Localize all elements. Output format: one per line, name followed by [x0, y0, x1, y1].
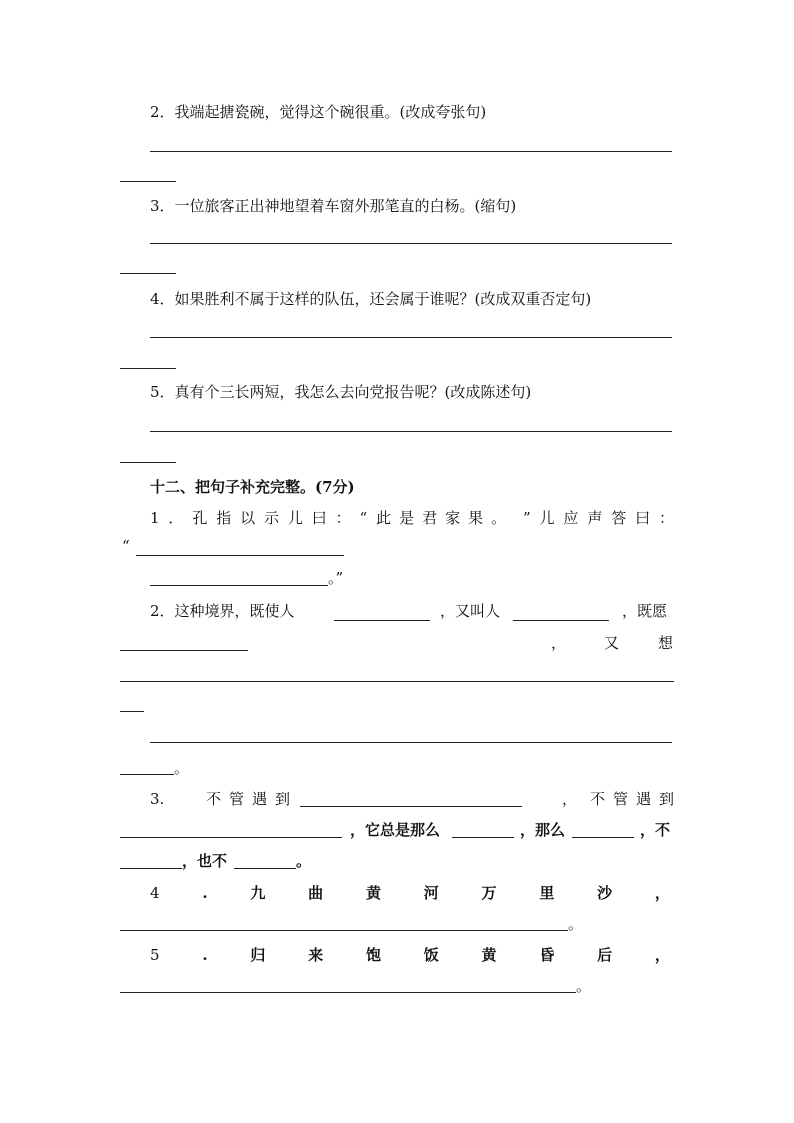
q3-char: 遇	[635, 790, 651, 808]
answer-line[interactable]	[150, 337, 672, 338]
q1-char: 答	[611, 509, 627, 527]
q5-dot: .	[202, 946, 208, 964]
q2-blank-4-end[interactable]	[120, 711, 144, 712]
q1-char: ”	[522, 509, 531, 527]
q1-char: 儿	[539, 509, 555, 527]
q1-open-quote: “	[122, 537, 130, 555]
q3-blank-5[interactable]	[120, 868, 182, 869]
q1-blank-1[interactable]	[136, 555, 344, 556]
answer-line[interactable]	[150, 243, 672, 244]
answer-line-end[interactable]	[120, 273, 176, 274]
q2-part-a: 2．这种境界，既使人	[150, 602, 295, 620]
q1-char: 曰	[311, 509, 327, 527]
q3-end: 。	[296, 852, 312, 870]
q1-char: 儿	[287, 509, 303, 527]
q3-num: 3.	[150, 790, 165, 808]
q5-blank[interactable]	[120, 992, 576, 993]
q5-char: 归	[250, 946, 266, 964]
q1-quote: 此是君家果。	[376, 509, 515, 527]
q4-line	[150, 883, 670, 903]
q4-end: 。	[568, 915, 584, 933]
q2-blank-4[interactable]	[120, 681, 674, 682]
q3-char: 不	[206, 790, 222, 808]
answer-line[interactable]	[150, 431, 672, 432]
question-1-line	[150, 508, 674, 528]
q1-char: ：	[658, 509, 674, 527]
q3-char: 管	[612, 790, 628, 808]
q1-char: 应	[563, 509, 579, 527]
q4-char: 河	[423, 884, 439, 902]
q1-dot: ．	[168, 509, 184, 527]
q3-char: 不	[590, 790, 606, 808]
q5-char: 昏	[539, 946, 555, 964]
q4-char: 黄	[365, 884, 381, 902]
q1-num: 1	[150, 509, 160, 527]
q5-comma: ，	[654, 946, 670, 964]
question-4-text: 4．如果胜利不属于这样的队伍，还会属于谁呢？(改成双重否定句)	[150, 290, 592, 308]
q2-blank-3[interactable]	[120, 650, 248, 651]
q3-words-2	[590, 789, 674, 809]
q3-blank-1[interactable]	[300, 806, 522, 807]
q4-char: 曲	[308, 884, 324, 902]
q3-char: 到	[274, 790, 290, 808]
q1-char: “	[359, 509, 368, 527]
q2-part-f: 想	[658, 634, 674, 652]
q5-char: 黄	[481, 946, 497, 964]
q3-part-c: ，不	[640, 821, 671, 839]
q4-char: 九	[250, 884, 266, 902]
q3-part-d: ，也不	[182, 852, 228, 870]
q1-char: 曰	[635, 509, 651, 527]
q5-end: 。	[576, 977, 592, 995]
q3-words-1	[206, 789, 290, 809]
question-2-text: 2．我端起搪瓷碗，觉得这个碗很重。(改成夸张句)	[150, 103, 487, 121]
answer-line-end[interactable]	[120, 181, 176, 182]
q5-num: 5	[150, 946, 160, 964]
q4-num: 4	[150, 884, 160, 902]
section-twelve-heading: 十二、把句子补充完整。(7分)	[150, 478, 355, 496]
q2-blank-5[interactable]	[150, 742, 672, 743]
q2-blank-1[interactable]	[334, 620, 430, 621]
question-3-text: 3．一位旅客正出神地望着车窗外那笔直的白杨。(缩句)	[150, 197, 517, 215]
answer-line[interactable]	[150, 151, 672, 152]
q4-blank[interactable]	[120, 930, 568, 931]
q4-comma: ，	[654, 884, 670, 902]
q5-line	[150, 945, 670, 965]
q3-blank-2[interactable]	[120, 837, 342, 838]
answer-line-end[interactable]	[120, 462, 176, 463]
q3-part-a: ，它总是那么	[350, 821, 441, 839]
q1-char: 指	[216, 509, 232, 527]
q1-char: 示	[263, 509, 279, 527]
q2-part-e: 又	[604, 634, 620, 652]
q3-blank-4[interactable]	[572, 837, 634, 838]
q5-char: 饱	[365, 946, 381, 964]
q2-part-d: ，	[551, 634, 567, 652]
q1-char: ：	[335, 509, 351, 527]
q3-char: 遇	[251, 790, 267, 808]
q2-part-c: ，既愿	[622, 602, 668, 620]
q4-char: 沙	[597, 884, 613, 902]
answer-line-end[interactable]	[120, 368, 176, 369]
q1-blank-2[interactable]	[150, 585, 328, 586]
q2-part-b: ，又叫人	[440, 602, 501, 620]
q5-char: 后	[597, 946, 613, 964]
question-5-text: 5．真有个三长两短，我怎么去向党报告呢？(改成陈述句)	[150, 383, 532, 401]
q3-blank-6[interactable]	[234, 868, 296, 869]
q3-comma: ，	[562, 790, 578, 808]
q2-blank-5-end[interactable]	[120, 774, 174, 775]
q4-char: 万	[481, 884, 497, 902]
q5-char: 来	[308, 946, 324, 964]
q1-char: 孔	[192, 509, 208, 527]
q3-part-b: ，那么	[520, 821, 566, 839]
q5-char: 饭	[423, 946, 439, 964]
q2-blank-2[interactable]	[513, 620, 609, 621]
q4-dot: .	[202, 884, 208, 902]
q3-blank-3[interactable]	[452, 837, 514, 838]
q2-end: 。	[174, 759, 190, 777]
q1-char: 声	[587, 509, 603, 527]
q4-char: 里	[539, 884, 555, 902]
q3-char: 管	[228, 790, 244, 808]
q1-close: 。”	[328, 569, 344, 587]
q1-char: 以	[240, 509, 256, 527]
q3-char: 到	[658, 790, 674, 808]
